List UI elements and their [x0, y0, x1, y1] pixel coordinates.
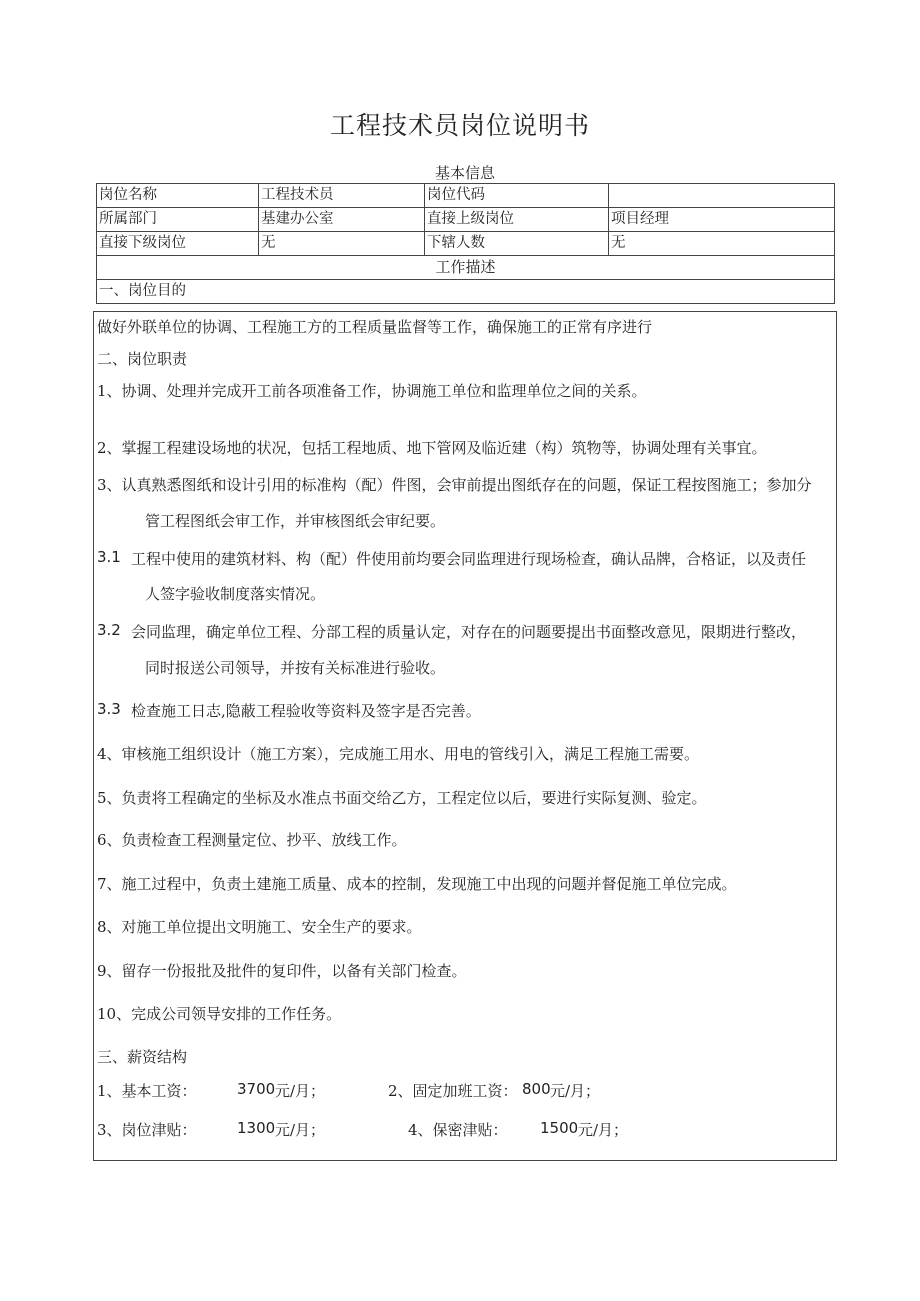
table-cell: 工程技术员 [259, 184, 425, 208]
duty-item: 2、掌握工程建设场地的状况，包括工程地质、地下管网及临近建（构）筑物等，协调处理有关事宜。 [97, 439, 767, 457]
page-title: 工程技术员岗位说明书 [329, 111, 590, 140]
duty-item: 会同监理，确定单位工程、分部工程的质量认定，对存在的问题要提出书面整改意见，限期进行整改， [131, 623, 807, 641]
duty-item: 人签字验收制度落实情况。 [145, 585, 326, 603]
table-cell: 项目经理 [609, 208, 835, 232]
table-row [97, 184, 835, 208]
basic-info-table [96, 183, 835, 304]
duty-number: 3.3 [97, 700, 121, 718]
work-desc-header: 工作描述 [97, 256, 835, 280]
table-cell: 所属部门 [97, 208, 259, 232]
duty-item: 3、认真熟悉图纸和设计引用的标准构（配）件图，会审前提出图纸存在的问题，保证工程按图施工；参加分 [97, 476, 812, 494]
base-salary-value: 3700 [237, 1080, 276, 1098]
overtime-pay-value: 800 [522, 1080, 551, 1098]
table-cell: 无 [259, 232, 425, 256]
table-row [97, 280, 835, 304]
duty-item: 管工程图纸会审工作，并审核图纸会审纪要。 [145, 512, 446, 530]
table-row [97, 208, 835, 232]
duty-item: 工程中使用的建筑材料、构（配）件使用前均要会同监理进行现场检查，确认品牌，合格证，以及责任 [131, 550, 807, 568]
duty-item: 1、协调、处理并完成开工前各项准备工作，协调施工单位和监理单位之间的关系。 [97, 382, 647, 400]
table-row [97, 256, 835, 280]
duty-item: 4、审核施工组织设计（施工方案），完成施工用水、用电的管线引入，满足工程施工需要。 [97, 745, 700, 763]
table-cell [609, 184, 835, 208]
purpose-heading: 一、岗位目的 [97, 280, 835, 304]
table-cell: 无 [609, 232, 835, 256]
duty-number: 3.1 [97, 548, 121, 566]
duty-item: 10、完成公司领导安排的工作任务。 [97, 1005, 342, 1023]
duty-item: 8、对施工单位提出文明施工、安全生产的要求。 [97, 918, 422, 936]
base-salary-label: 1、基本工资： [97, 1082, 197, 1100]
duty-item: 9、留存一份报批及批件的复印件，以备有关部门检查。 [97, 962, 467, 980]
post-allowance-label: 3、岗位津贴： [97, 1121, 197, 1139]
salary-heading: 三、薪资结构 [97, 1048, 188, 1066]
table-cell: 岗位名称 [97, 184, 259, 208]
table-cell: 下辖人数 [425, 232, 609, 256]
duty-item: 7、施工过程中，负责土建施工质量、成本的控制，发现施工中出现的问题并督促施工单位完成。 [97, 875, 737, 893]
duty-item: 同时报送公司领导，并按有关标准进行验收。 [145, 659, 446, 677]
table-cell: 岗位代码 [425, 184, 609, 208]
secrecy-allowance-value: 1500 [540, 1119, 579, 1137]
duty-item: 6、负责检查工程测量定位、抄平、放线工作。 [97, 831, 407, 849]
table-cell: 基建办公室 [259, 208, 425, 232]
overtime-pay-label: 2、固定加班工资： [388, 1082, 518, 1100]
post-allowance-value: 1300 [237, 1119, 276, 1137]
basic-info-header: 基本信息 [434, 164, 495, 182]
table-row [97, 232, 835, 256]
post-allowance-unit: 元/月； [275, 1121, 326, 1139]
purpose-text: 做好外联单位的协调、工程施工方的工程质量监督等工作，确保施工的正常有序进行 [97, 318, 653, 336]
duty-number: 3.2 [97, 621, 121, 639]
overtime-pay-unit: 元/月； [550, 1082, 601, 1100]
base-salary-unit: 元/月； [275, 1082, 326, 1100]
duties-heading: 二、岗位职责 [97, 350, 188, 368]
table-cell: 直接下级岗位 [97, 232, 259, 256]
secrecy-allowance-unit: 元/月； [578, 1121, 629, 1139]
duty-item: 5、负责将工程确定的坐标及水准点书面交给乙方，工程定位以后，要进行实际复测、验定。 [97, 789, 707, 807]
duty-item: 检查施工日志,隐蔽工程验收等资料及签字是否完善。 [131, 702, 481, 720]
secrecy-allowance-label: 4、保密津贴： [408, 1121, 508, 1139]
table-cell: 直接上级岗位 [425, 208, 609, 232]
